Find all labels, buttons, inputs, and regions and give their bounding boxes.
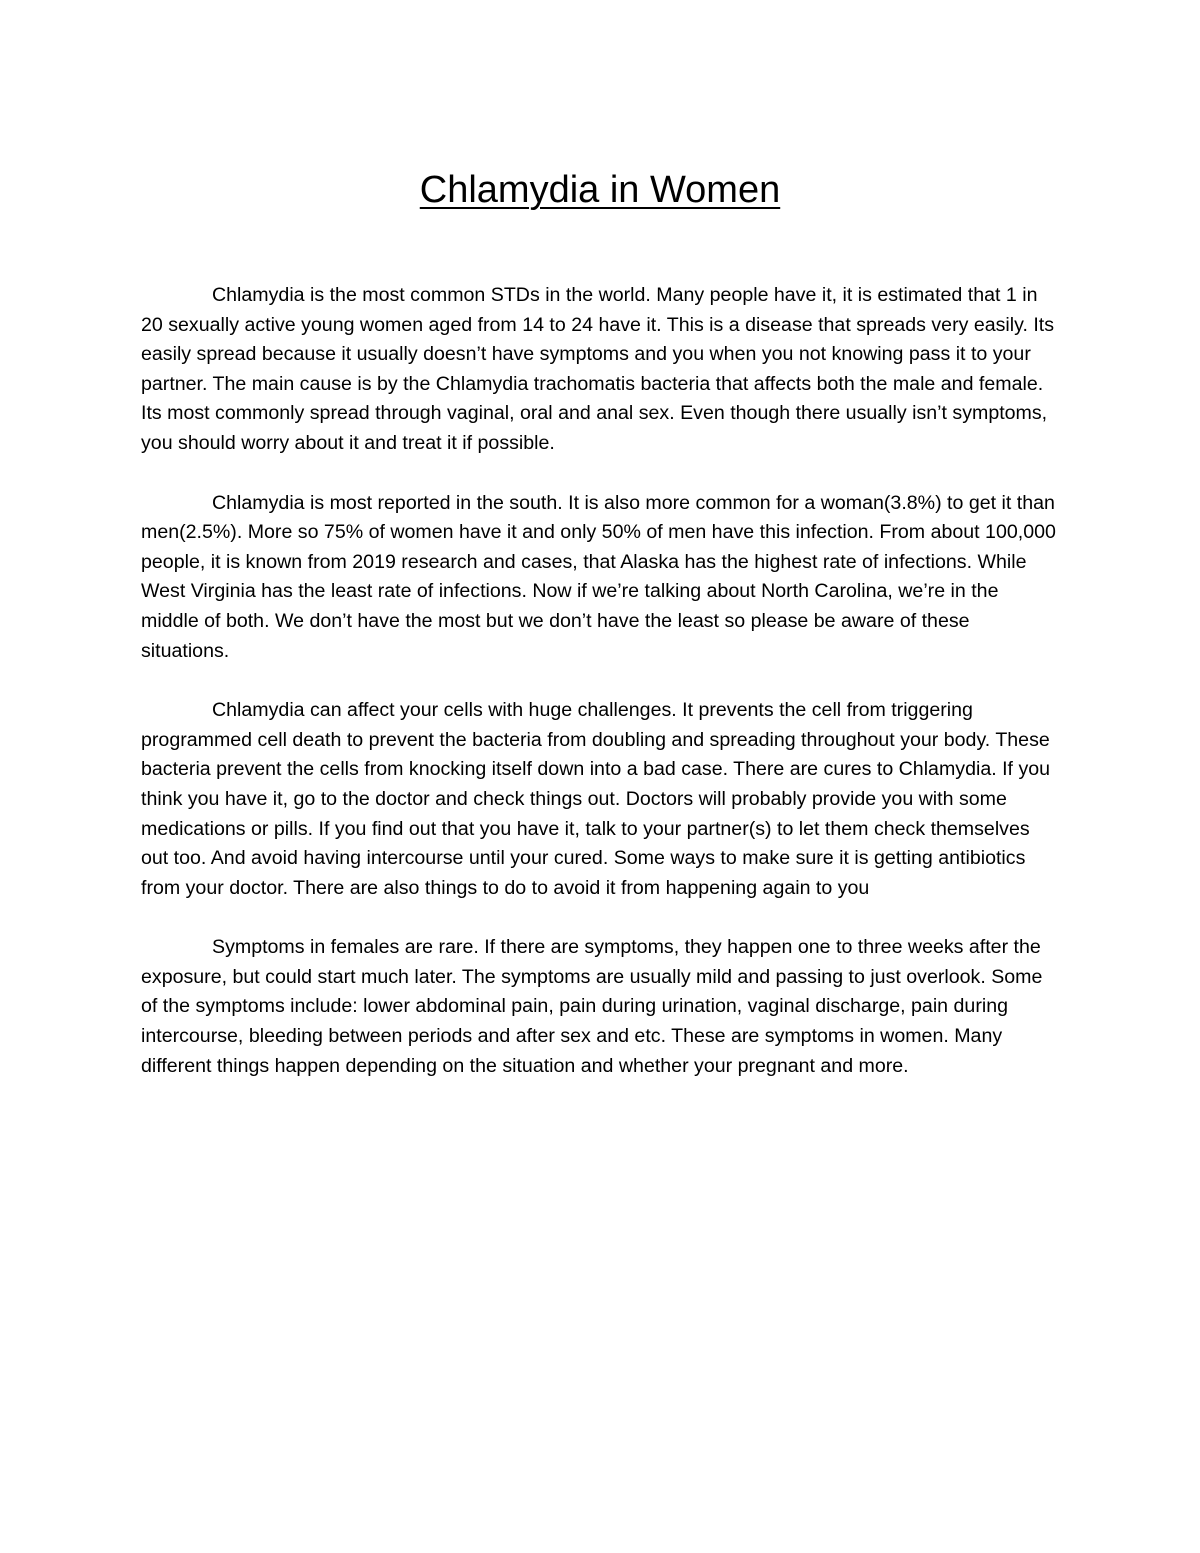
document-title: Chlamydia in Women [419,169,781,211]
paragraph-3: Chlamydia can affect your cells with huge challenges. It prevents the cell from triggering programmed cell death to prevent the bacteria from doubling and spreading throughout your body. These bacteria prevent the cells from knocking itself down into a bad case. There are cures to Chlamydia. If you think you have it, go to the doctor and check things out. Doctors will probably provide you with some medications or pills. If you find out that you have it, talk to your partner(s) to let them check themselves out too. And avoid having intercourse until your cured. Some ways to make sure it is getting antibiotics from your doctor. There are also things to do to avoid it from happening again to you [141,699,1051,899]
document-body [141,281,1056,1111]
paragraph-4: Symptoms in females are rare. If there are symptoms, they happen one to three weeks after the exposure, but could start much later. The symptoms are usually mild and passing to just overlook. Some of the symptoms include: lower abdominal pain, pain during urination, vaginal discharge, pain during intercourse, bleeding between periods and after sex and etc. These are symptoms in women. Many different things happen depending on the situation and whether your pregnant and more. [141,936,1043,1077]
paragraph-1: Chlamydia is the most common STDs in the world. Many people have it, it is estimated that 1 in 20 sexually active young women aged from 14 to 24 have it. This is a disease that spreads very easily. Its easily spread because it usually doesn’t have symptoms and you when you not knowing pass it to your partner. The main cause is by the Chlamydia trachomatis bacteria that affects both the male and female. Its most commonly spread through vaginal, oral and anal sex. Even though there usually isn’t symptoms, you should worry about it and treat it if possible. [141,284,1055,454]
paragraph-2: Chlamydia is most reported in the south. It is also more common for a woman(3.8%) to get it than men(2.5%). More so 75% of women have it and only 50% of men have this infection. From about 100,000 people, it is known from 2019 research and cases, that Alaska has the highest rate of infections. While West Virginia has the least rate of infections. Now if we’re talking about North Carolina, we’re in the middle of both. We don’t have the most but we don’t have the least so please be aware of these situations. [141,491,1056,662]
